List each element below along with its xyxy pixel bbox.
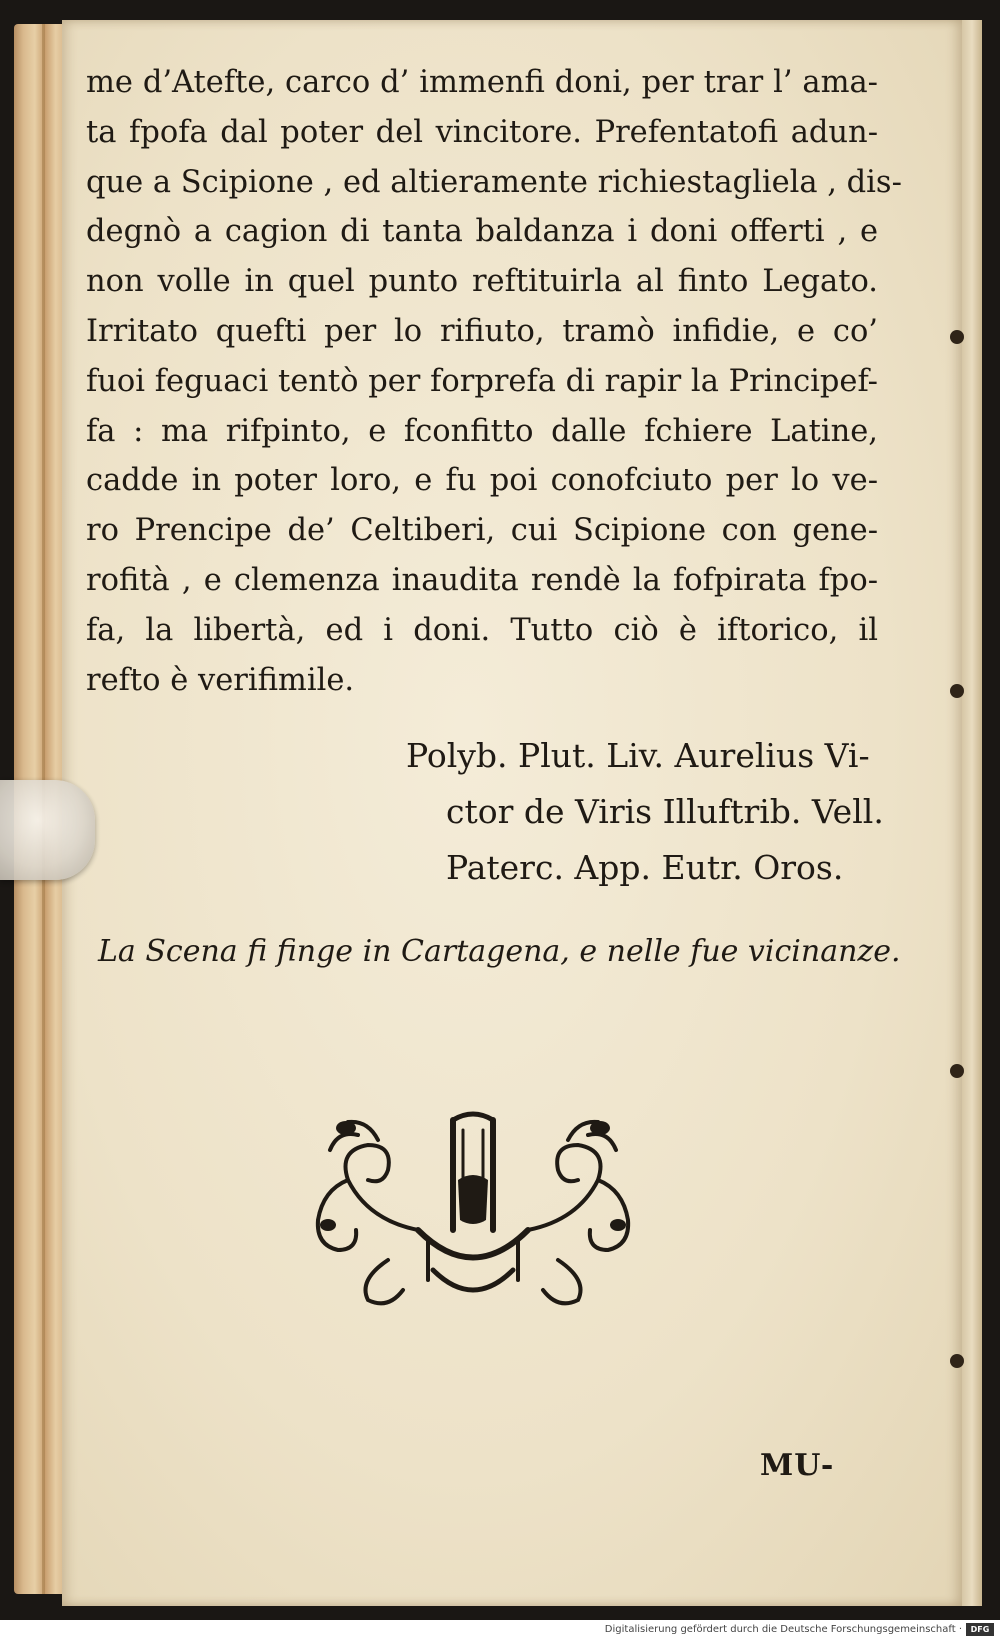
body-line: rofità , e clemenza inaudita rendè la fofpirata fpo-	[86, 562, 878, 598]
reference-line: Polyb. Plut. Liv. Aurelius Vi-	[406, 736, 870, 775]
body-line: cadde in poter loro, e fu poi conofciuto per lo ve-	[86, 463, 878, 499]
binding-thread-knot	[950, 1064, 964, 1078]
digitization-credit: Digitalisierung gefördert durch die Deutsche Forschungsgemeinschaft ·	[604, 1624, 962, 1635]
dfg-logo: DFG	[966, 1623, 994, 1636]
body-line: que a Scipione , ed altieramente richiestagliela , dis-	[86, 164, 902, 200]
reference-line: ctor de Viris Illuftrib. Vell.	[446, 792, 884, 831]
body-text	[86, 58, 902, 705]
body-line: degnò a cagion di tanta baldanza i doni offerti , e	[86, 214, 878, 250]
source-references	[380, 728, 884, 896]
body-line: fuoi feguaci tentò per forprefa di rapir la Principef-	[86, 363, 878, 399]
body-line: ta fpofa dal poter del vincitore. Prefentatofi adun-	[86, 114, 878, 150]
body-line: fa, la libertà, ed i doni. Tutto ciò è iftorico, il	[86, 612, 878, 648]
body-line: fa : ma rifpinto, e fconfitto dalle fchiere Latine,	[86, 413, 878, 449]
body-line: Irritato quefti per lo rifiuto, tramò infidie, e co’	[86, 313, 878, 349]
scene-note: La Scena fi finge in Cartagena, e nelle fue vicinanze.	[98, 934, 901, 969]
binding-thread-knot	[950, 1354, 964, 1368]
floral-ornament-icon	[308, 1110, 638, 1310]
book-page-edges-right	[962, 20, 982, 1606]
reference-line: Paterc. App. Eutr. Oros.	[446, 848, 844, 887]
page-clip	[0, 780, 95, 880]
body-line: me d’Atefte, carco d’ immenfi doni, per trar l’ ama-	[86, 65, 878, 100]
body-line: refto è verifimile.	[86, 662, 355, 698]
binding-thread-knot	[950, 684, 964, 698]
body-line: non volle in quel punto reftituirla al finto Legato.	[86, 264, 878, 300]
binding-thread-knot	[950, 330, 964, 344]
catchword: MU-	[760, 1448, 835, 1483]
body-line: ro Prencipe de’ Celtiberi, cui Scipione con gene-	[86, 513, 878, 549]
